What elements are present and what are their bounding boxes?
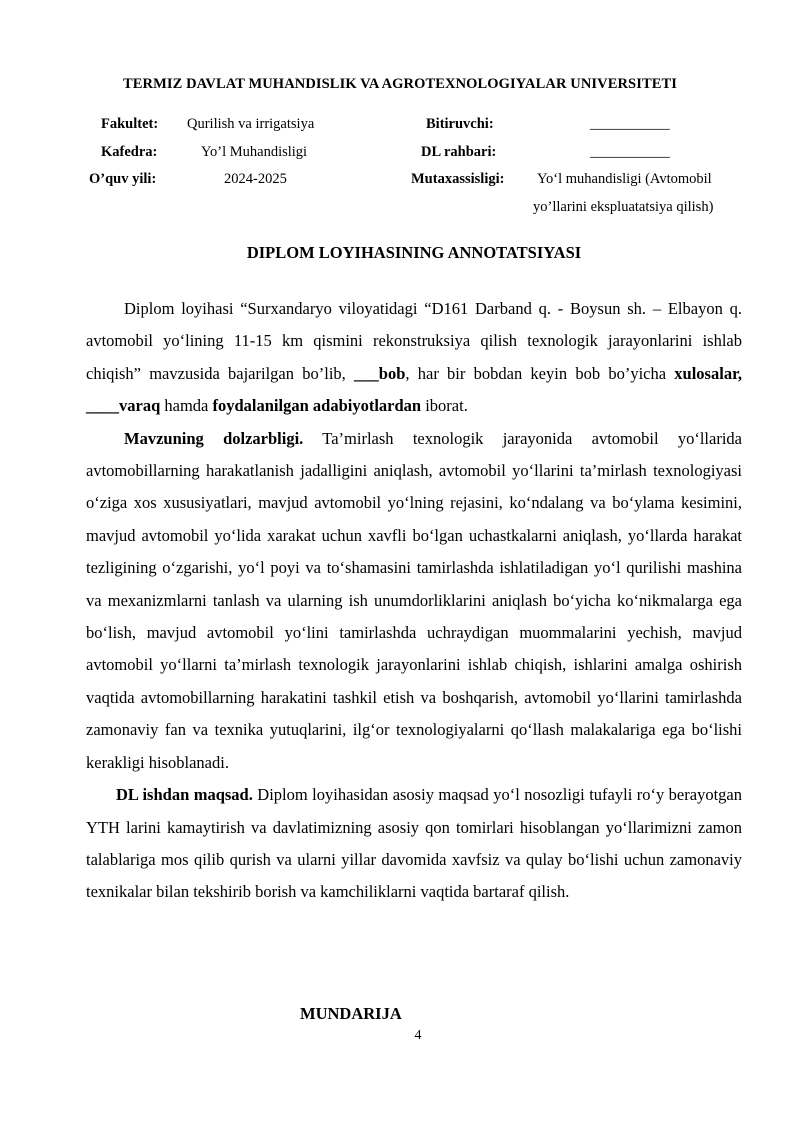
supervisor-value: ___________ xyxy=(590,144,670,160)
page-number: 4 xyxy=(414,1028,422,1043)
specialty-line2: yo’llarini ekspluatatsiya qilish) xyxy=(533,199,714,215)
supervisor-label: DL rahbari: xyxy=(421,144,497,160)
intro-text-c: hamda xyxy=(160,396,213,416)
conclusions-word: xulosalar, xyxy=(674,363,742,383)
toc-heading: MUNDARIJA xyxy=(300,1004,402,1023)
goal-heading: DL ishdan maqsad. xyxy=(116,785,253,805)
chapter-word: bob xyxy=(378,363,406,383)
annotation-body xyxy=(86,293,742,909)
specialty-line1: Yo‘l muhandisligi (Avtomobil xyxy=(537,171,712,187)
graduate-label: Bitiruvchi: xyxy=(426,116,494,132)
sheet-word: varaq xyxy=(119,396,161,416)
relevance-paragraph xyxy=(86,423,742,779)
relevance-text: Ta’mirlash texnologik jarayonida avtomobil yo‘llarida avtomobillarning harakatlanish jadalligini aniqlash, avtomobil yo‘llarini ta’mirlash texnologiyasi o‘ziga xos xususiyatlari, mavjud avtomobil yo‘lning rejasini, ko‘ndalang va bo‘ylama kesimini, mavjud avtomobil yo‘lida xarakat uchun xavfli bo‘lgan uchastkalarni aniqlash, yo‘llarda harakat tezligining o‘zgarishi, yo‘l poyi va to‘shamasini tamirlashda ishlatiladigan yo‘l qurilishi mashina va mexanizmlarni tanlash va ularning ish unumdorliklarini aniqlash bo‘yicha ko‘nikmalarga ega bo‘lish, mavjud avtomobil yo‘lini tamirlashda uchraydigan muommalarini yechish, mavjud avtomobil yo‘llarni ta’mirlash texnologik jarayonlarini ishlab chiqish, ishlarini amalga oshirish vaqtida avtomobillarning harakatini tashkil etish va boshqarish, avtomobil yo‘llarini tamirlashda zamonaviy fan va texnika yutuqlarini, ilg‘or texnologiyalarni qo‘llash malakalariga ega bo‘lishi kerakligi hisoblanadi. xyxy=(86,428,742,772)
faculty-value: Qurilish va irrigatsiya xyxy=(187,116,315,132)
intro-text-a: Diplom loyihasi “Surxandaryo viloyatidagi “D161 Darband q. - Boysun sh. – Elbayon q. avtomobil yo‘lining 11-15 km qismini rekonstruksiya qilish texnologik jarayonlarini ishlab chiqish” mavzusida bajarilgan bo’lib, xyxy=(86,299,742,383)
faculty-label: Fakultet: xyxy=(101,116,159,132)
year-value: 2024-2025 xyxy=(224,171,287,187)
university-name: TERMIZ DAVLAT MUHANDISLIK VA AGROTEXNOLOGIYALAR UNIVERSITETI xyxy=(122,76,678,92)
references-word: foydalanilgan adabiyotlardan xyxy=(212,396,422,416)
intro-text-d: iborat. xyxy=(421,396,468,416)
chapter-count-blank: ___ xyxy=(354,363,379,383)
goal-text: Diplom loyihasidan asosiy maqsad yo‘l nosozligi tufayli ro‘y berayotgan YTH larini kamaytirish va davlatimizning asosiy qon tomirlari hisoblangan yo‘llarimizni zamon talablariga mos qilib qurish va ularni yillar davomida xavfsiz va qulay bo‘lishi uchun zamonaviy texnikalar bilan tekshirib borish va kamchiliklarni vaqtida bartaraf qilish. xyxy=(86,785,742,902)
department-label: Kafedra: xyxy=(101,144,158,160)
specialty-label: Mutaxassisligi: xyxy=(411,171,505,187)
department-value: Yo’l Muhandisligi xyxy=(201,144,308,160)
year-label: O’quv yili: xyxy=(89,171,157,187)
graduate-value: ___________ xyxy=(590,116,670,132)
intro-paragraph xyxy=(86,293,742,423)
annotation-title: DIPLOM LOYIHASINING ANNOTATSIYASI xyxy=(246,243,582,262)
sheet-count-blank: ____ xyxy=(86,396,119,416)
goal-paragraph xyxy=(86,779,742,909)
relevance-heading: Mavzuning dolzarbligi. xyxy=(124,428,304,448)
intro-text-b: , har bir bobdan keyin bob bo’yicha xyxy=(405,363,675,383)
